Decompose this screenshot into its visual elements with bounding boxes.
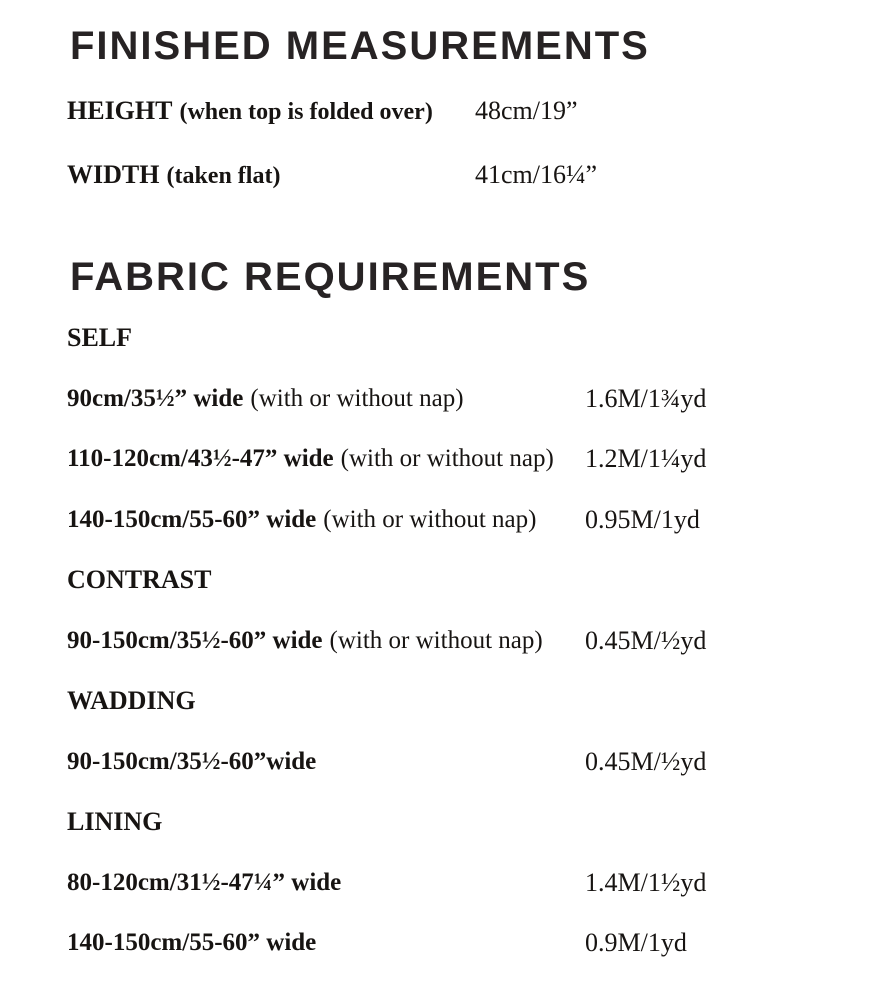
fabric-requirements-title: FABRIC REQUIREMENTS [70, 255, 591, 299]
measurement-row-height [67, 98, 871, 125]
measurement-value: 48cm/19” [475, 96, 578, 125]
fabric-row [67, 383, 871, 413]
measurement-note: (taken flat) [166, 163, 281, 189]
measurement-label: WIDTH [67, 160, 160, 189]
fabric-row [67, 446, 871, 472]
fabric-quantity: 1.6M/1¾yd [585, 383, 707, 413]
fabric-quantity: 0.45M/½yd [585, 625, 707, 655]
fabric-width: 90-150cm/35½-60” wide [67, 626, 323, 654]
fabric-width: 140-150cm/55-60” wide [67, 929, 317, 956]
fabric-quantity: 0.45M/½yd [585, 746, 707, 776]
fabric-note: (with or without nap) [340, 445, 554, 472]
fabric-note: (with or without nap) [329, 626, 543, 654]
section-heading-contrast: CONTRAST [67, 565, 212, 594]
fabric-note: (with or without nap) [323, 505, 537, 533]
fabric-row [67, 867, 871, 897]
finished-measurements-title: FINISHED MEASUREMENTS [70, 24, 650, 68]
measurement-row-width [67, 162, 871, 189]
fabric-row [67, 625, 871, 655]
section-heading-self: SELF [67, 323, 133, 352]
fabric-row [67, 504, 871, 534]
fabric-note: (with or without nap) [250, 384, 464, 412]
section-heading-lining: LINING [67, 807, 163, 836]
fabric-row [67, 746, 871, 776]
fabric-row [67, 930, 871, 956]
fabric-width: 140-150cm/55-60” wide [67, 505, 317, 533]
fabric-width: 80-120cm/31½-47¼” wide [67, 868, 342, 896]
fabric-quantity: 1.4M/1½yd [585, 867, 707, 897]
section-heading-wadding: WADDING [67, 686, 196, 715]
fabric-width: 110-120cm/43½-47” wide [67, 445, 334, 472]
fabric-quantity: 0.9M/1yd [585, 928, 687, 957]
measurement-label: HEIGHT [67, 96, 173, 125]
fabric-quantity: 1.2M/1¼yd [585, 444, 707, 473]
fabric-width: 90-150cm/35½-60”wide [67, 747, 317, 775]
measurement-note: (when top is folded over) [179, 99, 433, 125]
fabric-width: 90cm/35½” wide [67, 384, 244, 412]
fabric-quantity: 0.95M/1yd [585, 504, 700, 534]
measurement-value: 41cm/16¼” [475, 160, 598, 189]
